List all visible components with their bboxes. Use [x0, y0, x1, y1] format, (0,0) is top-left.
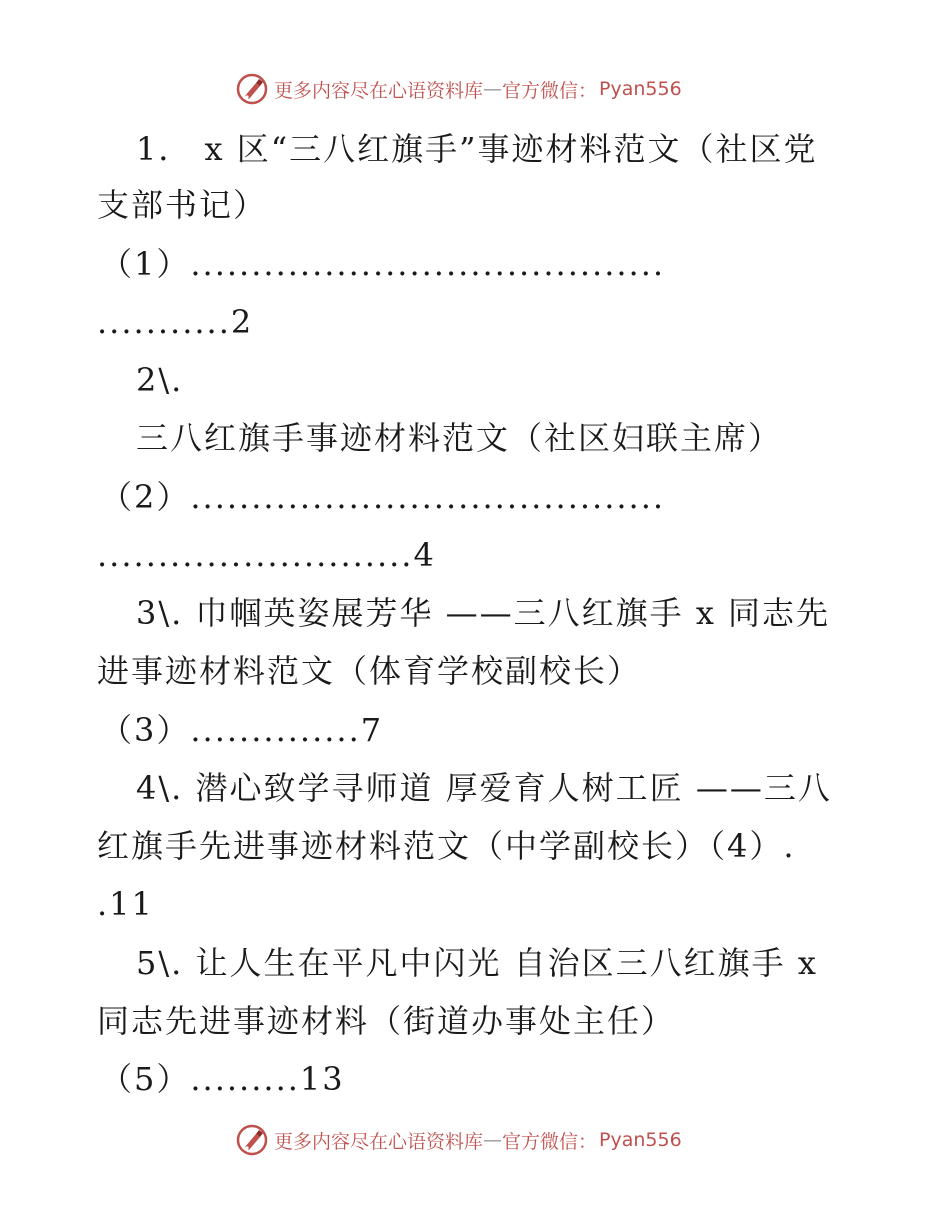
toc-line: 4\. 潜心致学寻师道 厚爱育人树工匠 ——三八	[136, 769, 832, 807]
toc-line: 同志先进事迹材料（街道办事处主任）	[97, 1002, 676, 1040]
toc-line: 2\.	[136, 361, 184, 399]
pen-logo-icon	[236, 73, 268, 105]
toc-line: ..........................4	[97, 536, 436, 574]
toc-line: 5\. 让人生在平凡中闪光 自治区三八红旗手 x	[136, 944, 818, 982]
watermark-separator: —	[483, 78, 503, 100]
toc-line: .11	[97, 885, 154, 923]
watermark-wechat-label: 官方微信：	[502, 79, 598, 102]
toc-line: 支部书记）	[97, 186, 268, 224]
watermark-footer	[236, 1123, 682, 1157]
toc-line: 进事迹材料范文（体育学校副校长）	[97, 652, 642, 690]
watermark-wechat-id: Pyan556	[599, 78, 682, 100]
watermark-wechat-label: 官方微信：	[502, 1130, 598, 1153]
toc-line: （5）.........13	[100, 1060, 345, 1098]
toc-line: 3\. 巾帼英姿展芳华 ——三八红旗手 x 同志先	[136, 594, 831, 632]
watermark-header	[236, 72, 682, 106]
watermark-separator: —	[483, 1129, 503, 1151]
watermark-brand: 更多内容尽在心语资料库	[274, 1130, 484, 1153]
watermark-wechat-id: Pyan556	[599, 1129, 682, 1151]
toc-line: （3）..............7	[100, 711, 384, 749]
toc-line: （2）.......................................	[100, 478, 666, 516]
toc-line: 三八红旗手事迹材料范文（社区妇联主席）	[136, 419, 783, 457]
watermark-brand: 更多内容尽在心语资料库	[274, 79, 484, 102]
toc-line: 1． x 区“三八红旗手”事迹材料范文（社区党	[136, 130, 818, 168]
pen-logo-icon	[236, 1124, 268, 1156]
toc-line: ...........2	[97, 303, 254, 341]
toc-line: （1）.......................................	[100, 245, 666, 283]
toc-line: 红旗手先进事迹材料范文（中学副校长）（4）.	[97, 827, 796, 865]
